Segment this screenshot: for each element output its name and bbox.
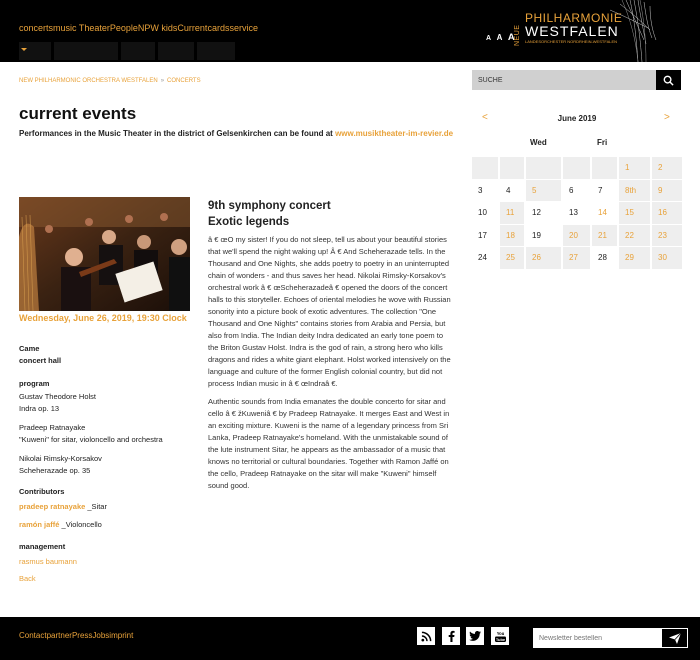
calendar-day[interactable]: 23	[652, 225, 682, 247]
calendar-day: 12	[532, 208, 541, 217]
calendar-day[interactable]: 30	[652, 247, 682, 269]
calendar-grid	[472, 156, 682, 269]
calendar-day: 7	[598, 185, 603, 195]
calendar-day[interactable]: 9	[652, 180, 682, 202]
contributors-label: Contributors	[19, 487, 65, 496]
rss-button[interactable]	[417, 627, 435, 645]
venue-label: Came	[19, 344, 40, 353]
nav-item-service[interactable]: service	[229, 23, 258, 33]
footer-nav	[19, 631, 133, 640]
calendar-week-row	[472, 224, 682, 247]
footer-link-imprint[interactable]: imprint	[109, 631, 134, 640]
calendar-day[interactable]: 1	[619, 157, 650, 179]
calendar-day[interactable]: 29	[619, 247, 650, 269]
calendar-empty-cell	[526, 157, 561, 179]
nav-item-current[interactable]: Current	[177, 23, 208, 33]
intro-text-body: Performances in the Music Theater in the district of Gelsenkirchen can be found at	[19, 129, 336, 138]
font-size-large[interactable]: A	[507, 32, 516, 43]
calendar-day[interactable]: 27	[563, 247, 590, 269]
back-link[interactable]: Back	[19, 574, 36, 583]
nav-item-cards[interactable]: cards	[207, 23, 230, 33]
rss-icon	[421, 631, 432, 642]
logo-neue: NEUE	[514, 24, 521, 46]
calendar-day[interactable]: 14	[598, 208, 607, 217]
calendar-day[interactable]: 21	[592, 225, 617, 247]
calendar-day[interactable]: 8th	[619, 180, 650, 202]
search-icon	[663, 75, 674, 86]
svg-text:You: You	[496, 630, 504, 636]
day-header-fri: Fri	[597, 138, 608, 147]
calendar-day: 17	[478, 230, 487, 240]
main-nav	[19, 23, 258, 33]
calendar-empty-cell	[500, 157, 524, 179]
caret-down-icon	[21, 48, 27, 51]
calendar-day: 24	[478, 253, 487, 262]
calendar-day[interactable]: 16	[652, 202, 682, 224]
event-title-line2: Exotic legends	[208, 216, 290, 228]
program-work: Scheherazade op. 35	[19, 466, 91, 475]
calendar-day[interactable]: 20	[563, 225, 590, 247]
calendar-empty-cell	[563, 157, 590, 179]
youtube-button[interactable]	[491, 627, 509, 645]
program-label: program	[19, 379, 50, 388]
program-work: Indra op. 13	[19, 404, 60, 413]
calendar-day: 19	[532, 230, 541, 240]
event-calendar	[472, 108, 682, 262]
program-work: "Kuweni" for sitar, violoncello and orchestra	[19, 435, 163, 444]
breadcrumb-item-home[interactable]: NEW PHILHARMONIC ORCHESTRA WESTFALEN	[19, 78, 158, 84]
calendar-day: 28	[598, 253, 607, 262]
logo-line2: WESTFALEN	[525, 23, 619, 39]
calendar-day[interactable]: 11	[500, 202, 524, 224]
site-header	[0, 0, 700, 62]
footer-link-jobs[interactable]: Jobs	[92, 631, 110, 640]
search-input[interactable]	[472, 70, 656, 90]
calendar-day: 4	[506, 185, 511, 195]
intro-text	[19, 128, 459, 140]
calendar-day[interactable]: 22	[619, 225, 650, 247]
footer-link-partner[interactable]: partner	[46, 631, 72, 640]
contributor-name-link[interactable]: ramón jaffé	[19, 520, 60, 529]
newsletter-input[interactable]	[533, 628, 661, 648]
calendar-day[interactable]: 25	[500, 247, 524, 269]
nav-dropdown-indicator[interactable]	[197, 42, 235, 60]
calendar-day[interactable]: 26	[526, 247, 561, 269]
event-paragraph: â € œO my sister! If you do not sleep, tell us about your beautiful stories that we'll spend the night waking up! Â € And Scheherazade tells. In the Thousand and One Nights, she adds poetry to poetry in an uninterrupted chain of wonders - and thus saves her head. Nikolai Rimsky-Korsakov's orchestral work â € œScheherazadeâ € opened the doors of the concert halls to this storyteller. Echoes of oriental melodies he wove with Russian sonority into a picture book of exotic adventures. The collection "One Thousand and One Nights" contains stories from Arabia and Persia, but also from India. The Indian deity Indra dedicated an early tone poem to the Briton Gustav Holst. Indra is the god of rain, a strong hero who kills dragons and rides a white giant elephant. Holst worked intensively on the language and culture of the former English colonial country, but did not process Indian music in â € œIndraâ €.	[208, 235, 451, 388]
nav-item-concerts[interactable]: concerts	[19, 23, 54, 33]
contributor-name-link[interactable]: pradeep ratnayake	[19, 502, 86, 511]
send-icon	[669, 633, 681, 644]
footer-link-contact[interactable]: Contact	[19, 631, 47, 640]
nav-item-people[interactable]: People	[109, 23, 138, 33]
calendar-day[interactable]: 18	[500, 225, 524, 247]
youtube-icon	[494, 630, 507, 643]
twitter-button[interactable]	[466, 627, 484, 645]
calendar-header	[472, 108, 682, 128]
site-footer	[0, 617, 700, 660]
event-date: Wednesday, June 26, 2019, 19:30 Clock	[19, 313, 187, 323]
font-size-small[interactable]: A	[486, 35, 493, 42]
event-paragraph: Authentic sounds from India emanates the double concerto for sitar and cello â € žKuweniâ € by Pradeep Ratnayake. It merges East and West in an exciting mixture. Kuweni is the name of a legendary princess from Sri Lanka, Pradeep Ratnayake's homeland. With the unmistakable sound of the lute instrument Sitar, he appears as the ambassador of a music that knows no territorial or cultural boundaries. Together with Ramon Jaffé on the cello, Pradeep Ratnayake on the sitar will make "Kuweni" himself sound good.	[208, 397, 450, 490]
footer-link-press[interactable]: Press	[71, 631, 93, 640]
program-composer: Nikolai Rimsky-Korsakov	[19, 454, 102, 463]
calendar-empty-cell	[472, 157, 498, 179]
nav-dropdown-indicator[interactable]	[54, 42, 118, 60]
event-description	[208, 234, 455, 498]
calendar-week-row	[472, 246, 682, 269]
contributor-row	[19, 501, 107, 512]
calendar-day: 10	[478, 208, 487, 217]
venue-name: concert hall	[19, 356, 62, 365]
breadcrumb	[19, 78, 201, 84]
calendar-month: June 2019	[557, 114, 597, 123]
svg-text:Tube: Tube	[495, 636, 505, 642]
nav-item-npw-kids[interactable]: NPW kids	[137, 23, 178, 33]
calendar-next-button[interactable]: >	[664, 112, 670, 123]
facebook-button[interactable]	[442, 627, 460, 645]
page-title: current events	[19, 104, 137, 123]
twitter-icon	[469, 631, 481, 641]
calendar-empty-cell	[592, 157, 617, 179]
calendar-week-row	[472, 156, 682, 179]
contributor-row	[19, 519, 102, 530]
search-button[interactable]	[656, 70, 681, 90]
nav-item-music-theater[interactable]: music Theater	[53, 23, 110, 33]
font-size-controls	[486, 32, 517, 43]
calendar-day: 6	[569, 185, 574, 195]
calendar-day[interactable]: 2	[652, 157, 682, 179]
calendar-week-row	[472, 179, 682, 202]
calendar-day-headers	[472, 136, 682, 152]
newsletter-submit-button[interactable]	[661, 628, 688, 648]
calendar-day: 13	[569, 208, 578, 217]
musiktheater-link[interactable]: www.musiktheater-im-revier.de	[335, 129, 454, 138]
calendar-day[interactable]: 15	[619, 202, 650, 224]
day-header-wed: Wed	[530, 138, 547, 147]
contributor-role: _Sitar	[85, 502, 107, 511]
nav-dropdown-indicator[interactable]	[158, 42, 194, 60]
nav-dropdown-indicator[interactable]	[121, 42, 155, 60]
calendar-day: 3	[478, 185, 483, 195]
facebook-icon	[446, 630, 456, 642]
program-composer: Pradeep Ratnayake	[19, 423, 86, 432]
event-photo	[19, 197, 190, 311]
calendar-week-row	[472, 201, 682, 224]
management-label: management	[19, 542, 66, 551]
logo-line1: PHILHARMONIE	[525, 11, 623, 25]
contributor-role: _Violoncello	[59, 520, 102, 529]
event-title-line1: 9th symphony concert	[208, 200, 331, 212]
logo-swirl-icon	[600, 0, 680, 62]
nav-dropdown-indicator[interactable]	[19, 42, 51, 60]
program-composer: Gustav Theodore Holst	[19, 392, 96, 401]
logo-subtitle: LANDESORCHESTER NORDRHEIN-WESTFALEN	[525, 39, 618, 44]
font-size-medium[interactable]: A	[496, 33, 504, 42]
calendar-prev-button[interactable]: <	[482, 112, 488, 123]
manager-link[interactable]: rasmus baumann	[19, 557, 77, 566]
event-title	[208, 198, 331, 230]
breadcrumb-item-concerts[interactable]: CONCERTS	[167, 78, 201, 84]
calendar-day[interactable]: 5	[526, 180, 561, 202]
breadcrumb-separator: »	[160, 78, 165, 84]
